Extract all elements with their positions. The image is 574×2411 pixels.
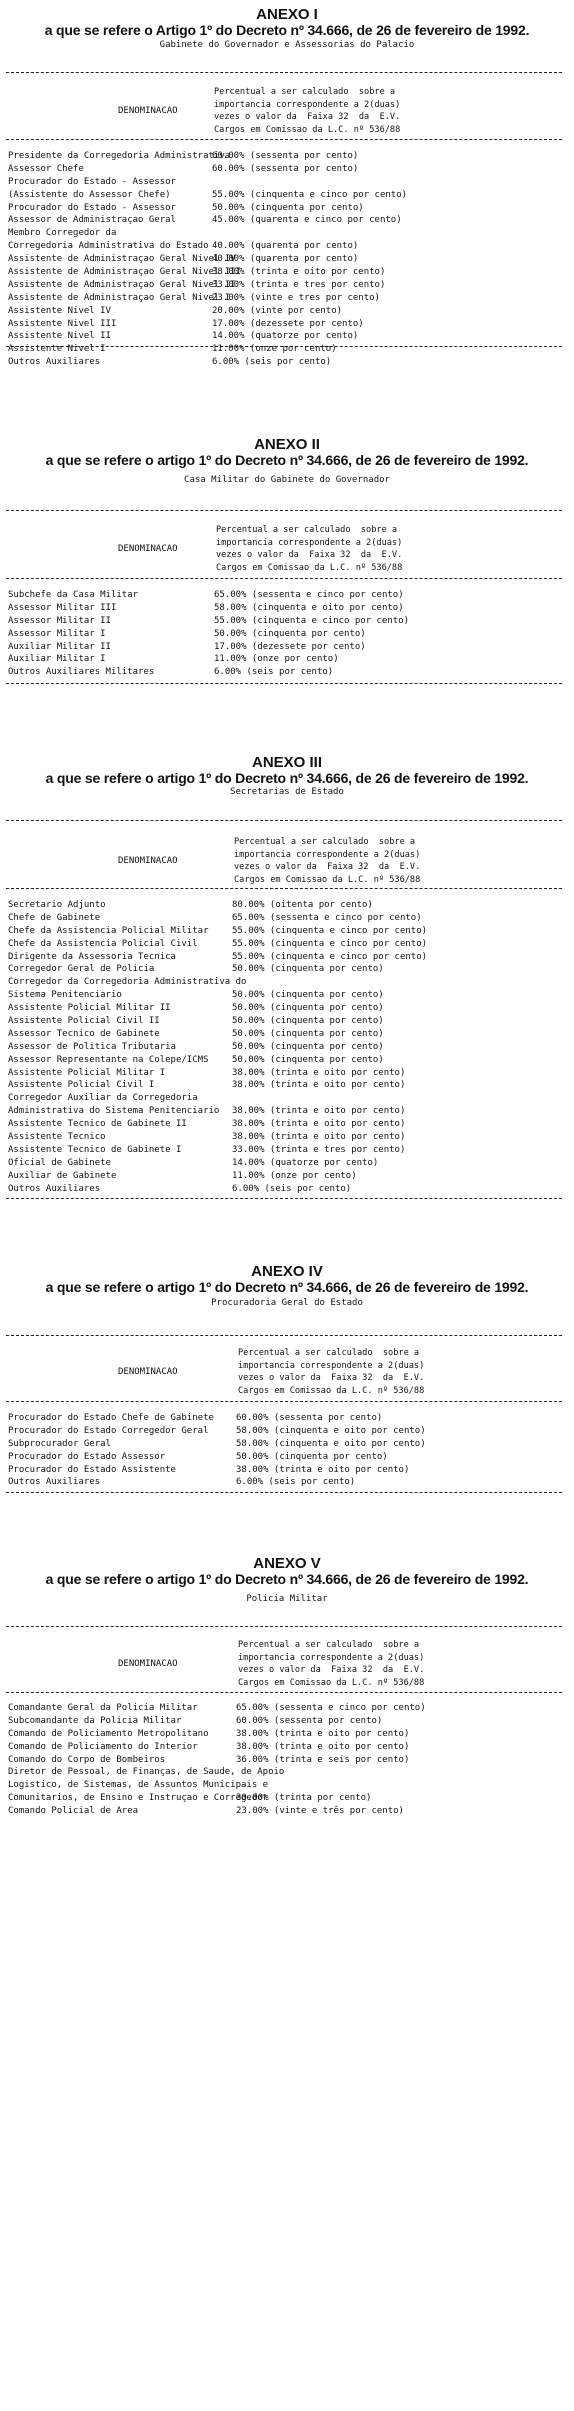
percentage-value: 6.00% (seis por cento) (236, 1477, 356, 1488)
position-name: Assistente Tecnico de Gabinete II (8, 1119, 187, 1130)
percentage-value: 60.00% (sessenta por cento) (236, 1715, 383, 1726)
annex-title: ANEXO II (254, 436, 320, 453)
percentage-value: 55.00% (cinquenta e cinco por cento) (232, 938, 428, 949)
annex-subtitle: a que se refere o artigo 1º do Decreto nº 34.666, de 26 de fevereiro de 1992. (45, 770, 529, 786)
list-item (8, 1451, 568, 1464)
percentage-value: 38.00% (trinta e oito por cento) (232, 1106, 406, 1117)
position-name: Comandante Geral da Policia Militar (8, 1703, 198, 1713)
list-item (8, 343, 568, 356)
position-name: Subcomandante da Policia Militar (8, 1715, 182, 1726)
position-name: Assistente de Administraçao Geral Nivel II (8, 279, 236, 290)
percentage-value: 55.00% (cinquenta e cinco por cento) (232, 951, 428, 962)
position-name: Diretor de Pessoal, de Finanças, de Saude, de Apoio (8, 1767, 285, 1778)
list-item (8, 666, 568, 679)
position-name: Assistente Tecnico de Gabinete I (8, 1144, 182, 1155)
position-name: Corregedor da Corregedoria Administrativa do (8, 977, 247, 988)
dashed-separator (6, 683, 562, 684)
annex-title: ANEXO IV (251, 1263, 323, 1280)
list-item (8, 356, 568, 369)
list-item (8, 292, 568, 305)
position-name: Auxiliar Militar II (8, 641, 111, 652)
agency-name: Procuradoria Geral do Estado (211, 1298, 363, 1308)
dashed-separator (6, 1492, 562, 1493)
percentage-value: 30.00% (trinta por cento) (236, 1793, 372, 1804)
dashed-separator (6, 820, 562, 821)
percentage-value: 50.00% (cinquenta por cento) (212, 202, 364, 213)
position-name: Assistente Nivel II (8, 331, 111, 342)
position-name: Assessor Chefe (8, 163, 84, 174)
position-list (8, 150, 568, 369)
position-name: Assessor de Administraçao Geral (8, 215, 176, 226)
position-name: Assistente Nivel I (8, 344, 106, 355)
dashed-separator (6, 510, 562, 511)
position-name: Logistico, de Sistemas, de Assuntos Municipais e (8, 1780, 269, 1791)
list-item (8, 1476, 568, 1489)
percentage-value: 17.00% (dezessete por cento) (212, 318, 364, 329)
percentage-value: 50.00% (cinquenta por cento) (232, 1028, 384, 1039)
percentage-value: 50.00% (cinquenta por cento) (214, 628, 366, 639)
dashed-separator (6, 72, 562, 73)
position-name: Outros Auxiliares (8, 1183, 101, 1194)
position-name: Sistema Penitenciario (8, 990, 122, 1001)
list-item (8, 1741, 568, 1754)
position-name: Procurador do Estado Assistente (8, 1464, 176, 1475)
list-item (8, 1079, 568, 1092)
position-name: Comando do Corpo de Bombeiros (8, 1754, 166, 1765)
percentage-value: 65.00% (sessenta e cinco por cento) (236, 1703, 426, 1713)
position-name: Procurador do Estado Assessor (8, 1451, 166, 1462)
position-name: Comunitarios, de Ensino e Instruçao e Corregedor (8, 1793, 269, 1804)
position-list (8, 899, 568, 1195)
list-item (8, 899, 568, 912)
header-percentual: Percentual a ser calculado sobre a importancia correspondente a 2(duas) vezes o valor da Faixa 32 da E.V. Cargos em Comissao da L.C. nº 536/88 (238, 1640, 425, 1688)
list-item (8, 989, 568, 1002)
dashed-separator (6, 139, 562, 140)
list-item (8, 925, 568, 938)
percentage-value: 50.00% (cinquenta por cento) (232, 1003, 384, 1014)
list-item (8, 1028, 568, 1041)
position-name: Corregedor Geral de Policia (8, 964, 155, 975)
percentage-value: 33.00% (trinta e tres por cento) (212, 279, 386, 290)
list-item (8, 1002, 568, 1015)
percentage-value: 55.00% (cinquenta e cinco por cento) (232, 925, 428, 936)
position-name: Assessor Militar II (8, 615, 111, 626)
header-denominacao: DENOMINACAO (118, 544, 178, 554)
annex-subtitle: a que se refere o artigo 1º do Decreto nº 34.666, de 26 de fevereiro de 1992. (45, 1571, 529, 1587)
percentage-value: 11.00% (onze por cento) (214, 654, 339, 665)
position-list (8, 1412, 568, 1489)
percentage-value: 11.00% (onze por cento) (232, 1170, 357, 1181)
header-percentual: Percentual a ser calculado sobre a importancia correspondente a 2(duas) vezes o valor da Faixa 32 da E.V. Cargos em Comissao da L.C. nº 536/88 (234, 837, 421, 885)
list-item (8, 176, 568, 189)
dashed-separator (6, 1626, 562, 1627)
list-item (8, 1779, 568, 1792)
position-name: Procurador do Estado Chefe de Gabinete (8, 1413, 214, 1423)
percentage-value: 80.00% (oitenta por cento) (232, 900, 373, 910)
list-item (8, 1715, 568, 1728)
list-item (8, 1464, 568, 1477)
annex-subtitle: a que se refere o artigo 1º do Decreto nº 34.666, de 26 de fevereiro de 1992. (45, 1279, 529, 1295)
list-item (8, 1728, 568, 1741)
percentage-value: 6.00% (seis por cento) (212, 357, 332, 368)
position-name: Auxiliar de Gabinete (8, 1170, 117, 1181)
position-name: (Assistente do Assessor Chefe) (8, 189, 171, 200)
list-item (8, 589, 568, 602)
position-name: Subprocurador Geral (8, 1438, 111, 1449)
list-item (8, 266, 568, 279)
agency-name: Casa Militar do Gabinete do Governador (184, 475, 390, 485)
percentage-value: 40.00% (quarenta por cento) (212, 241, 359, 252)
list-item (8, 1425, 568, 1438)
position-name: Subchefe da Casa Militar (8, 590, 139, 600)
list-item (8, 1792, 568, 1805)
annex-title: ANEXO I (256, 6, 318, 23)
position-name: Corregedor Auxiliar da Corregedoria (8, 1093, 198, 1104)
header-denominacao: DENOMINACAO (118, 106, 178, 116)
list-item (8, 963, 568, 976)
agency-name: Secretarias de Estado (230, 787, 344, 797)
percentage-value: 58.00% (cinquenta e oito por cento) (214, 602, 404, 613)
list-item (8, 641, 568, 654)
list-item (8, 1054, 568, 1067)
position-name: Assistente de Administraçao Geral Nivel IV (8, 254, 236, 265)
position-name: Assessor de Politica Tributaria (8, 1041, 176, 1052)
percentage-value: 38.00% (trinta e oito por cento) (236, 1741, 410, 1752)
position-name: Assistente de Administraçao Geral Nivel I (8, 292, 231, 303)
dashed-separator (6, 1335, 562, 1336)
list-item (8, 1438, 568, 1451)
percentage-value: 65.00% (sessenta e cinco por cento) (232, 912, 422, 923)
position-name: Procurador do Estado Corregedor Geral (8, 1425, 209, 1436)
list-item (8, 1092, 568, 1105)
percentage-value: 58.00% (cinquenta e oito por cento) (236, 1438, 426, 1449)
percentage-value: 17.00% (dezessete por cento) (214, 641, 366, 652)
annex-title: ANEXO V (253, 1555, 321, 1572)
header-denominacao: DENOMINACAO (118, 1659, 178, 1669)
percentage-value: 20.00% (vinte por cento) (212, 305, 343, 316)
percentage-value: 40.00% (quarenta por cento) (212, 254, 359, 265)
position-name: Oficial de Gabinete (8, 1157, 111, 1168)
list-item (8, 305, 568, 318)
list-item (8, 938, 568, 951)
position-name: Outros Auxiliares Militares (8, 667, 155, 678)
percentage-value: 14.00% (quatorze por cento) (212, 331, 359, 342)
position-name: Procurador do Estado - Assessor (8, 176, 176, 187)
list-item (8, 1183, 568, 1196)
position-name: Assistente Nivel IV (8, 305, 111, 316)
list-item (8, 1805, 568, 1818)
position-name: Secretario Adjunto (8, 900, 106, 910)
position-name: Assistente Nivel III (8, 318, 117, 329)
percentage-value: 55.00% (cinquenta e cinco por cento) (214, 615, 410, 626)
dashed-separator (6, 578, 562, 579)
position-name: Assistente Tecnico (8, 1132, 106, 1143)
dashed-separator (6, 1401, 562, 1402)
list-item (8, 1041, 568, 1054)
list-item (8, 318, 568, 331)
list-item (8, 214, 568, 227)
position-list (8, 589, 568, 679)
list-item (8, 330, 568, 343)
header-denominacao: DENOMINACAO (118, 856, 178, 866)
header-percentual: Percentual a ser calculado sobre a importancia correspondente a 2(duas) vezes o valor da Faixa 32 da E.V. Cargos em Comissao da L.C. nº 536/88 (214, 87, 401, 135)
position-name: Comando de Policiamento Metropolitano (8, 1728, 209, 1739)
agency-name: Gabinete do Governador e Assessorias do Palacio (159, 40, 415, 50)
list-item (8, 615, 568, 628)
percentage-value: 55.00% (cinquenta e cinco por cento) (212, 189, 408, 200)
percentage-value: 58.00% (cinquenta e oito por cento) (236, 1425, 426, 1436)
percentage-value: 38.00% (trinta e oito por cento) (232, 1132, 406, 1143)
list-item (8, 628, 568, 641)
position-name: Chefe da Assistencia Policial Militar (8, 925, 209, 936)
position-name: Comando de Policiamento do Interior (8, 1741, 198, 1752)
percentage-value: 50.00% (cinquenta por cento) (236, 1451, 388, 1462)
annex-title: ANEXO III (251, 754, 322, 771)
percentage-value: 23.00% (vinte e três por cento) (236, 1806, 404, 1817)
list-item (8, 202, 568, 215)
list-item (8, 1067, 568, 1080)
annex-subtitle: a que se refere o artigo 1º do Decreto nº 34.666, de 26 de fevereiro de 1992. (45, 452, 529, 468)
header-percentual: Percentual a ser calculado sobre a importancia correspondente a 2(duas) vezes o valor da Faixa 32 da E.V. Cargos em Comissao da L.C. nº 536/88 (216, 525, 403, 573)
list-item (8, 602, 568, 615)
percentage-value: 11.00% (onze por cento) (212, 344, 337, 355)
position-name: Assessor Representante na Colepe/ICMS (8, 1054, 209, 1065)
percentage-value: 60.00% (sessenta por cento) (212, 163, 359, 174)
list-item (8, 163, 568, 176)
percentage-value: 60.00% (sessenta por cento) (236, 1413, 383, 1423)
list-item (8, 253, 568, 266)
percentage-value: 50.00% (cinquenta por cento) (232, 1016, 384, 1027)
position-name: Procurador do Estado - Assessor (8, 202, 176, 213)
list-item (8, 1412, 568, 1425)
position-name: Chefe da Assistencia Policial Civil (8, 938, 198, 949)
position-name: Assistente Policial Militar II (8, 1003, 171, 1014)
list-item (8, 1702, 568, 1715)
header-percentual: Percentual a ser calculado sobre a importancia correspondente a 2(duas) vezes o valor da Faixa 32 da E.V. Cargos em Comissao da L.C. nº 536/88 (238, 1348, 425, 1396)
percentage-value: 50.00% (cinquenta por cento) (232, 1054, 384, 1065)
percentage-value: 38.00% (trinta e oito por cento) (232, 1067, 406, 1078)
percentage-value: 38.00% (trinta e oito por cento) (232, 1080, 406, 1091)
position-name: Presidente da Corregedoria Administrativa (8, 151, 231, 161)
list-item (8, 279, 568, 292)
list-item (8, 976, 568, 989)
position-name: Membro Corregedor da (8, 228, 117, 239)
position-name: Assistente Policial Civil I (8, 1080, 155, 1091)
percentage-value: 65.00% (sessenta e cinco por cento) (214, 590, 404, 600)
position-name: Assistente de Administraçao Geral Nivel III (8, 267, 241, 278)
list-item (8, 653, 568, 666)
position-name: Assessor Militar III (8, 602, 117, 613)
percentage-value: 50.00% (cinquenta por cento) (232, 964, 384, 975)
position-name: Administrativa do Sistema Penitenciario (8, 1106, 220, 1117)
percentage-value: 6.00% (seis por cento) (232, 1183, 352, 1194)
dashed-separator (6, 1692, 562, 1693)
position-name: Assessor Militar I (8, 628, 106, 639)
annex-subtitle: a que se refere o Artigo 1º do Decreto nº 34.666, de 26 de fevereiro de 1992. (44, 22, 530, 38)
dashed-separator (6, 1198, 562, 1199)
list-item (8, 1144, 568, 1157)
dashed-separator (6, 888, 562, 889)
percentage-value: 14.00% (quatorze por cento) (232, 1157, 379, 1168)
list-item (8, 227, 568, 240)
percentage-value: 38.00% (trinta e oito por cento) (232, 1119, 406, 1130)
percentage-value: 6.00% (seis por cento) (214, 667, 334, 678)
percentage-value: 38.00% (trinta e oito por cento) (236, 1464, 410, 1475)
percentage-value: 50.00% (cinquenta por cento) (232, 1041, 384, 1052)
position-name: Outros Auxiliares (8, 1477, 101, 1488)
agency-name: Policia Militar (246, 1594, 328, 1604)
position-list (8, 1702, 568, 1818)
list-item (8, 1105, 568, 1118)
percentage-value: 50.00% (cinquenta por cento) (232, 990, 384, 1001)
list-item (8, 951, 568, 964)
position-name: Dirigente da Assessoria Tecnica (8, 951, 176, 962)
position-name: Assessor Tecnico de Gabinete (8, 1028, 160, 1039)
list-item (8, 1118, 568, 1131)
position-name: Chefe de Gabinete (8, 912, 101, 923)
list-item (8, 1131, 568, 1144)
position-name: Corregedoria Administrativa do Estado (8, 241, 209, 252)
position-name: Assistente Policial Militar I (8, 1067, 166, 1078)
position-name: Outros Auxiliares (8, 357, 101, 368)
percentage-value: 45.00% (quarenta e cinco por cento) (212, 215, 402, 226)
list-item (8, 1157, 568, 1170)
position-name: Auxiliar Militar I (8, 654, 106, 665)
percentage-value: 38.00% (trinta e oito por cento) (212, 267, 386, 278)
list-item (8, 240, 568, 253)
position-name: Comando Policial de Area (8, 1806, 139, 1817)
position-name: Assistente Policial Civil II (8, 1016, 160, 1027)
list-item (8, 150, 568, 163)
list-item (8, 1754, 568, 1767)
list-item (8, 1766, 568, 1779)
percentage-value: 60.00% (sessenta por cento) (212, 151, 359, 161)
list-item (8, 1170, 568, 1183)
list-item (8, 1015, 568, 1028)
list-item (8, 189, 568, 202)
percentage-value: 33.00% (trinta e tres por cento) (232, 1144, 406, 1155)
header-denominacao: DENOMINACAO (118, 1367, 178, 1377)
percentage-value: 36.00% (trinta e seis por cento) (236, 1754, 410, 1765)
list-item (8, 912, 568, 925)
percentage-value: 38.00% (trinta e oito por cento) (236, 1728, 410, 1739)
percentage-value: 23.00% (vinte e tres por cento) (212, 292, 380, 303)
